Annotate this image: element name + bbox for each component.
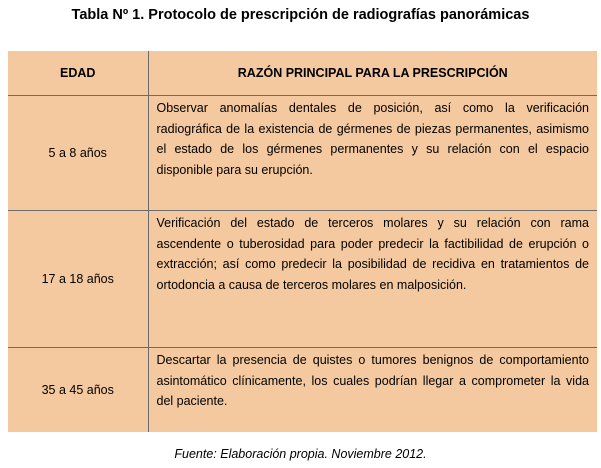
table-header-row [8,51,597,96]
table-row [8,211,597,348]
table-row [8,96,597,211]
age-cell: 17 a 18 años [8,211,148,348]
reason-cell: Observar anomalías dentales de posición, así como la verificación radiográfica de la existencia de gérmenes de piezas permanentes, asimismo el estado de los gérmenes permanentes y su relación con el espacio disponible para su erupción. [148,96,597,211]
table-row [8,348,597,432]
prescription-protocol-table [8,51,597,432]
source-note: Fuente: Elaboración propia. Noviembre 2012. [174,447,427,461]
table-title: Tabla Nº 1. Protocolo de prescripción de radiografías panorámicas [71,7,530,23]
header-age: EDAD [8,51,148,96]
header-reason: RAZÓN PRINCIPAL PARA LA PRESCRIPCIÓN [148,51,597,96]
reason-cell: Descartar la presencia de quistes o tumores benignos de comportamiento asintomático clínicamente, los cuales podrían llegar a comprometer la vida del paciente. [156,353,589,408]
age-cell: 35 a 45 años [8,348,148,432]
reason-cell: Verificación del estado de terceros molares y su relación con rama ascendente o tuberosidad para poder predecir la factibilidad de erupción o extracción; así como predecir la posibilidad de recidiva en tratamientos de ortodoncia a causa de terceros molares en malposición. [148,211,597,348]
age-cell: 5 a 8 años [8,96,148,211]
